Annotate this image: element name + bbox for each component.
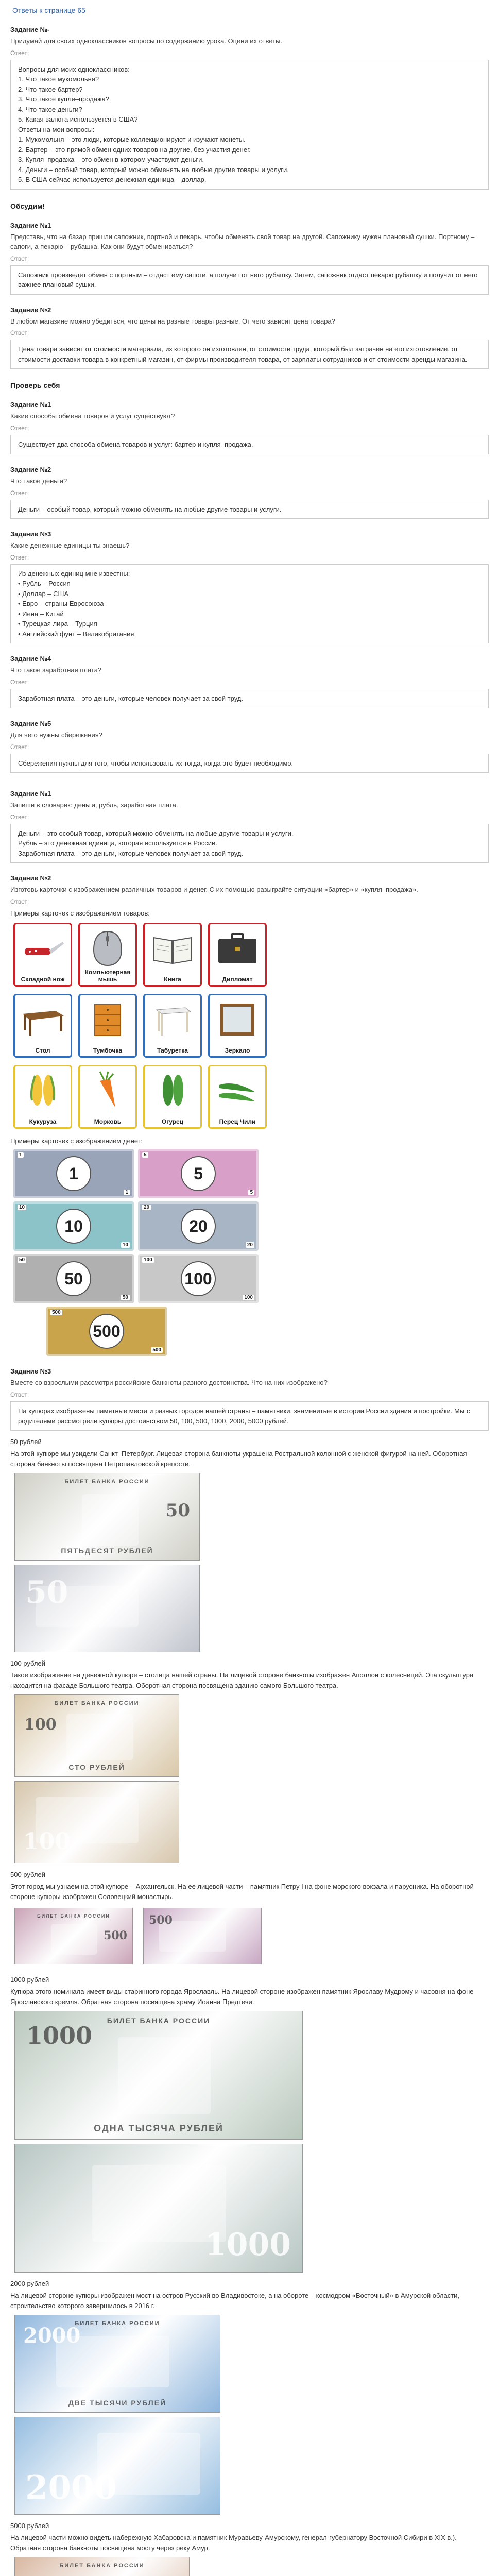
banknote-bank-text: БИЛЕТ БАНКА РОССИИ xyxy=(59,2563,145,2569)
task-title: Задание №3 xyxy=(10,530,51,538)
answer-line: 4. Деньги – особый товар, который можно обменять на любые другие товары и услуги. xyxy=(18,165,289,174)
bill-description xyxy=(10,2533,489,2553)
bill-description xyxy=(10,1449,489,1469)
product-card xyxy=(208,1065,267,1129)
card-caption: Табуретка xyxy=(157,1046,188,1054)
cards-row xyxy=(13,923,489,987)
bill-line: На лицевой части можно видеть набережную Хабаровска и памятник Муравьеву-Амурскому, генерал-губернатору Восточной Сибири в XIX в.). Обратная сторона банкноты посвящена мосту через реку Амур. xyxy=(10,2534,457,2552)
answer-line: Заработная плата – это деньги, которые человек получает за свой труд. xyxy=(18,694,243,703)
task-block xyxy=(10,401,489,454)
answer-label: Ответ: xyxy=(10,489,29,497)
toy-banknote xyxy=(13,1149,134,1198)
banknote-bank-text: БИЛЕТ БАНКА РОССИИ xyxy=(107,2016,211,2025)
banknote-words: ПЯТЬДЕСЯТ РУБЛЕЙ xyxy=(61,1547,153,1555)
answer-line: 4. Что такое деньги? xyxy=(18,105,82,113)
task-title: Задание №2 xyxy=(10,465,51,473)
answer-box xyxy=(10,824,489,863)
banknote-front xyxy=(14,1694,179,1777)
toy-note-mini-value: 10 xyxy=(18,1205,26,1210)
card-caption: Кукуруза xyxy=(29,1117,57,1125)
answer-line: Цена товара зависит от стоимости материала, из которого он изготовлен, от стоимости труда, который был затрачен на его изготовление, от стоимости доставки товара в конкретный магазин, от фирмы производителя товара, от зарплаты сотрудников и от стоимости аренды магазина. xyxy=(18,345,468,363)
toy-note-value: 10 xyxy=(56,1209,91,1244)
product-card xyxy=(143,994,202,1058)
banknote-picture xyxy=(118,2037,211,2114)
bill-line: Такое изображение на денежной купюре – столица нашей страны. На лицевой стороне банкноты изображен Аполлон с колесницей. Эта скульптура находится на фасаде Большого театра. Оборотная сторона посвящена зданию самого Большого театра. xyxy=(10,1671,474,1689)
task-block xyxy=(10,720,489,773)
toy-banknote xyxy=(13,1254,134,1303)
task-block xyxy=(10,790,489,863)
bill-line: Купюра этого номинала имеет виды старинного города Ярославль. На лицевой стороне изображен памятник Ярославу Мудрому и часовня на фоне Ярославского кремля. Обратная сторона посвящена храму Иоанна Предтечи. xyxy=(10,1988,474,2006)
answer-line: На купюрах изображены памятные места и разных городов нашей страны – памятники, знаменитые в истории России здания и постройки. Мы с родителями рассмотрели купюры достоинством 50, 100, 500, 1000, 2000, 5000 рублей. xyxy=(18,1407,470,1425)
answer-box xyxy=(10,500,489,519)
mirror-icon xyxy=(214,998,261,1040)
banknote-picture xyxy=(51,1924,97,1955)
answer-label: Ответ: xyxy=(10,553,29,561)
task-block xyxy=(10,306,489,369)
answer-label: Ответ: xyxy=(10,813,29,821)
toy-banknote xyxy=(138,1149,259,1198)
bill-description xyxy=(10,1882,489,1902)
section-title: Обсудим! xyxy=(10,201,45,210)
task-question: Представь, что на базар пришли сапожник, портной и пекарь, чтобы обменять свой товар на другой. Сапожнику нужен плановый сушки. Портному – сапоги, а пекарю – рубашка. Как они будут обмениваться? xyxy=(10,232,475,250)
answer-line: • Доллар – США xyxy=(18,589,69,598)
toy-note-value: 1 xyxy=(56,1156,91,1191)
toy-note-mini-value: 50 xyxy=(18,1257,26,1263)
product-card xyxy=(208,923,267,987)
answer-line: 3. Купля–продажа – это обмен в котором участвуют деньги. xyxy=(18,156,204,164)
cards-row xyxy=(13,1065,489,1129)
task-question: Что такое заработная плата? xyxy=(10,666,102,674)
task-question: Запиши в словарик: деньги, рубль, заработная плата. xyxy=(10,801,178,809)
answer-line: 2. Бартер – это прямой обмен одних товаров на другие, без участия денег. xyxy=(18,145,251,154)
answer-line: • Рубль – Россия xyxy=(18,580,71,588)
banknote-words: ОДНА ТЫСЯЧА РУБЛЕЙ xyxy=(94,2123,223,2134)
task-title: Задание №1 xyxy=(10,221,51,229)
banknote-front xyxy=(14,2557,190,2576)
task-block xyxy=(10,466,489,519)
page-header[interactable]: Ответы к странице 65 xyxy=(12,6,85,14)
bill-line: Этот город мы узнаем на этой купюре – Архангельск. На ее лицевой части – памятник Петру I на фоне морского вокзала и парусника. На оборотной стороне купюры изображен Соловецкий монастырь. xyxy=(10,1883,474,1901)
answer-line: Деньги – особый товар, который можно обменять на любые другие товары и услуги. xyxy=(18,505,282,513)
answer-line: Заработная плата – это деньги, которые человек получает за свой труд. xyxy=(18,849,243,857)
nightstand-icon xyxy=(84,998,131,1040)
answer-box xyxy=(10,754,489,773)
carrot-icon xyxy=(84,1070,131,1111)
bill-heading: 5000 рублей xyxy=(10,2522,49,2530)
toy-note-mini-value: 1 xyxy=(124,1190,130,1195)
banknote-back xyxy=(14,1565,200,1652)
toy-notes-row xyxy=(13,1201,489,1251)
chili-pepper-icon xyxy=(214,1070,261,1111)
card-caption: Стол xyxy=(35,1046,50,1054)
bill-heading: 2000 рублей xyxy=(10,2280,49,2288)
toy-notes-row xyxy=(46,1307,489,1356)
answer-label: Ответ: xyxy=(10,743,29,751)
banknote-words: СТО РУБЛЕЙ xyxy=(68,1763,125,1772)
cards-row xyxy=(13,994,489,1058)
toy-note-value: 500 xyxy=(89,1314,124,1349)
bill-heading: 50 рублей xyxy=(10,1438,42,1446)
banknote-denomination: 50 xyxy=(165,1500,190,1521)
banknote-front xyxy=(14,1473,200,1561)
card-caption: Тумбочка xyxy=(93,1046,123,1054)
answer-line: Деньги – это особый товар, который можно обменять на любые другие товары и услуги. xyxy=(18,829,294,837)
card-caption: Морковь xyxy=(94,1117,122,1125)
answer-box xyxy=(10,60,489,190)
toy-note-mini-value: 500 xyxy=(50,1310,62,1315)
toy-banknote xyxy=(138,1201,259,1251)
answer-label: Ответ: xyxy=(10,329,29,337)
card-caption: Зеркало xyxy=(225,1046,250,1054)
toy-note-mini-value: 50 xyxy=(121,1295,130,1300)
toy-note-mini-value: 100 xyxy=(243,1295,254,1300)
cards-intro: Примеры карточек с изображением товаров: xyxy=(10,909,150,918)
banknote-front xyxy=(14,2315,220,2413)
banknote-back xyxy=(14,2144,303,2273)
cucumber-icon xyxy=(149,1070,196,1111)
task-title: Задание №1 xyxy=(10,790,51,798)
card-caption: Книга xyxy=(164,975,181,983)
toy-note-mini-value: 1 xyxy=(18,1152,24,1158)
toy-note-mini-value: 100 xyxy=(142,1257,154,1263)
task-title: Задание №2 xyxy=(10,306,51,314)
bill-heading: 1000 рублей xyxy=(10,1976,49,1984)
answer-line: Сапожник произведёт обмен с портным – отдаст ему сапоги, а получит от него рубашку. Затем, сапожник отдаст пекарю рубашку и получит от него важнее плановый сушки. xyxy=(18,270,478,289)
banknote-denomination: 500 xyxy=(104,1929,127,1943)
task-question: Изготовь карточки с изображением различных товаров и денег. С их помощью разыграйте ситуации «бартер» и «купля–продажа». xyxy=(10,886,418,894)
product-card xyxy=(13,923,72,987)
task-title: Задание №3 xyxy=(10,1367,51,1376)
task-question: Для чего нужны сбережения? xyxy=(10,731,102,739)
product-card xyxy=(13,994,72,1058)
banknote-picture xyxy=(66,1714,133,1760)
task-block xyxy=(10,530,489,643)
toy-note-value: 20 xyxy=(181,1209,216,1244)
answer-label: Ответ: xyxy=(10,1391,29,1399)
bill-heading: 500 рублей xyxy=(10,1871,45,1879)
answer-line: 1. Мукомольня – это люди, которые коллекционируют и изучают монеты. xyxy=(18,135,246,144)
card-caption: Дипломат xyxy=(222,975,253,983)
card-caption: Огурец xyxy=(161,1117,184,1125)
banknote-pair xyxy=(10,1904,489,1969)
task-question: Какие способы обмена товаров и услуг существуют? xyxy=(10,412,175,420)
answer-line: Из денежных единиц мне известны: xyxy=(18,569,130,578)
product-card xyxy=(208,994,267,1058)
folding-knife-icon xyxy=(20,927,66,969)
toy-notes-row xyxy=(13,1149,489,1198)
card-caption: Перец Чили xyxy=(219,1117,256,1125)
banknote-back xyxy=(143,1908,262,1964)
answer-box xyxy=(10,564,489,644)
bill-description xyxy=(10,2291,489,2311)
answer-line: 3. Что такое купля–продажа? xyxy=(18,95,110,104)
card-caption: Компьютерная мышь xyxy=(84,969,131,983)
answer-box xyxy=(10,435,489,454)
toy-note-mini-value: 20 xyxy=(246,1242,254,1248)
banknote-denomination: 2000 xyxy=(25,2468,117,2507)
task-question: Какие денежные единицы ты знаешь? xyxy=(10,541,130,550)
answer-line: Ответы на мои вопросы: xyxy=(18,125,95,133)
task-block xyxy=(10,222,489,295)
answer-box xyxy=(10,1401,489,1431)
answer-box xyxy=(10,265,489,295)
product-card xyxy=(78,994,137,1058)
banknote-denomination: 500 xyxy=(149,1913,173,1927)
task-block xyxy=(10,655,489,708)
answer-line: 2. Что такое бартер? xyxy=(18,85,83,93)
banknote-front xyxy=(14,2011,303,2140)
answer-line: • Турецкая лира – Турция xyxy=(18,620,97,628)
answer-line: Вопросы для моих одноклассников: xyxy=(18,65,130,73)
task-title: Задание №- xyxy=(10,26,50,33)
banknote-denomination: 100 xyxy=(23,1828,71,1855)
bill-line: На этой купюре мы увидели Санкт–Петербург. Лицевая сторона банкноты украшена Ростральной колонной с женской фигурой на ней. Оборотная сторона банкноты посвящена Петропавловской крепости. xyxy=(10,1450,467,1468)
banknote-words: ДВЕ ТЫСЯЧИ РУБЛЕЙ xyxy=(68,2399,167,2408)
stool-icon xyxy=(149,998,196,1040)
banknote-picture xyxy=(82,1494,139,1546)
bill-heading: 100 рублей xyxy=(10,1659,45,1668)
task-title: Задание №5 xyxy=(10,719,51,727)
banknote-bank-text: БИЛЕТ БАНКА РОССИИ xyxy=(54,1700,140,1707)
answer-line: • Английский фунт – Великобритания xyxy=(18,630,134,638)
task-title: Задание №4 xyxy=(10,655,51,663)
corn-icon xyxy=(20,1070,66,1111)
briefcase-icon xyxy=(214,927,261,969)
toy-note-mini-value: 5 xyxy=(248,1190,254,1195)
banknote-bank-text: БИЛЕТ БАНКА РОССИИ xyxy=(37,1913,110,1919)
toy-note-mini-value: 500 xyxy=(151,1347,163,1353)
answer-label: Ответ: xyxy=(10,425,29,432)
toy-note-mini-value: 20 xyxy=(142,1205,151,1210)
bill-line: На лицевой стороне купюры изображен мост на остров Русский во Владивостоке, а на обороте – космодром «Восточный» в Амурской области, строительство которого завершилось в 2016 г. xyxy=(10,2292,460,2310)
answer-line: • Иена – Китай xyxy=(18,609,64,618)
answer-line: • Евро – страны Евросоюза xyxy=(18,600,104,608)
banknote-denomination: 1000 xyxy=(205,2227,291,2263)
banknote-front xyxy=(14,1908,133,1964)
product-card xyxy=(78,923,137,987)
task-question: В любом магазине можно убедиться, что цены на разные товары разные. От чего зависит цена товара? xyxy=(10,317,335,325)
product-card xyxy=(143,923,202,987)
answer-label: Ответ: xyxy=(10,679,29,686)
toy-note-value: 100 xyxy=(181,1261,216,1296)
answer-line: Сбережения нужны для того, чтобы использовать их тогда, когда это будет необходимо. xyxy=(18,759,294,767)
product-card xyxy=(13,1065,72,1129)
answer-box xyxy=(10,689,489,708)
task-question: Вместе со взрослыми рассмотри российские банкноты разного достоинства. Что на них изображено? xyxy=(10,1379,328,1387)
toy-note-value: 5 xyxy=(181,1156,216,1191)
task-block xyxy=(10,26,489,190)
toy-notes-row xyxy=(13,1254,489,1303)
banknote-denomination: 1000 xyxy=(26,2022,93,2050)
toy-note-value: 50 xyxy=(56,1261,91,1296)
banknote-bank-text: БИЛЕТ БАНКА РОССИИ xyxy=(75,2320,160,2327)
toy-note-mini-value: 10 xyxy=(121,1242,130,1248)
answer-box xyxy=(10,340,489,369)
card-caption: Складной нож xyxy=(21,975,65,983)
banknote-denomination: 2000 xyxy=(23,2324,81,2348)
book-icon xyxy=(149,927,196,969)
task-question: Придумай для своих одноклассников вопросы по содержанию урока. Оцени их ответы. xyxy=(10,37,282,45)
section-title: Проверь себя xyxy=(10,381,60,390)
product-card xyxy=(78,1065,137,1129)
answer-line: 1. Что такое мукомольня? xyxy=(18,75,99,83)
toy-banknote xyxy=(138,1254,259,1303)
banknote-denomination: 50 xyxy=(25,1574,68,1611)
money-cards-intro: Примеры карточек с изображением денег: xyxy=(10,1137,143,1145)
answer-line: Существует два способа обмена товаров и услуг: бартер и купля–продажа. xyxy=(18,440,253,449)
answer-line: Рубль – это денежная единица, которая используется в России. xyxy=(18,839,217,848)
toy-note-mini-value: 5 xyxy=(142,1152,148,1158)
bill-description xyxy=(10,1670,489,1690)
banknote-back xyxy=(14,2417,220,2515)
product-card xyxy=(143,1065,202,1129)
bill-description xyxy=(10,1987,489,2007)
banknote-back xyxy=(14,1781,179,1863)
task-block xyxy=(10,1367,489,2576)
banknote-denomination: 100 xyxy=(24,1716,57,1734)
toy-banknote xyxy=(46,1307,167,1356)
table-icon xyxy=(20,998,66,1040)
task-question: Что такое деньги? xyxy=(10,477,67,485)
answer-label: Ответ: xyxy=(10,49,29,57)
answer-line: 5. В США сейчас используется денежная единица – доллар. xyxy=(18,176,207,184)
task-title: Задание №1 xyxy=(10,401,51,409)
banknote-bank-text: БИЛЕТ БАНКА РОССИИ xyxy=(64,1479,150,1485)
task-title: Задание №2 xyxy=(10,874,51,883)
answer-line: 5. Какая валюта используется в США? xyxy=(18,115,138,124)
toy-banknote xyxy=(13,1201,134,1251)
answer-label: Ответ: xyxy=(10,898,29,906)
computer-mouse-icon xyxy=(84,927,131,969)
answer-label: Ответ: xyxy=(10,255,29,262)
task-block xyxy=(10,874,489,1356)
